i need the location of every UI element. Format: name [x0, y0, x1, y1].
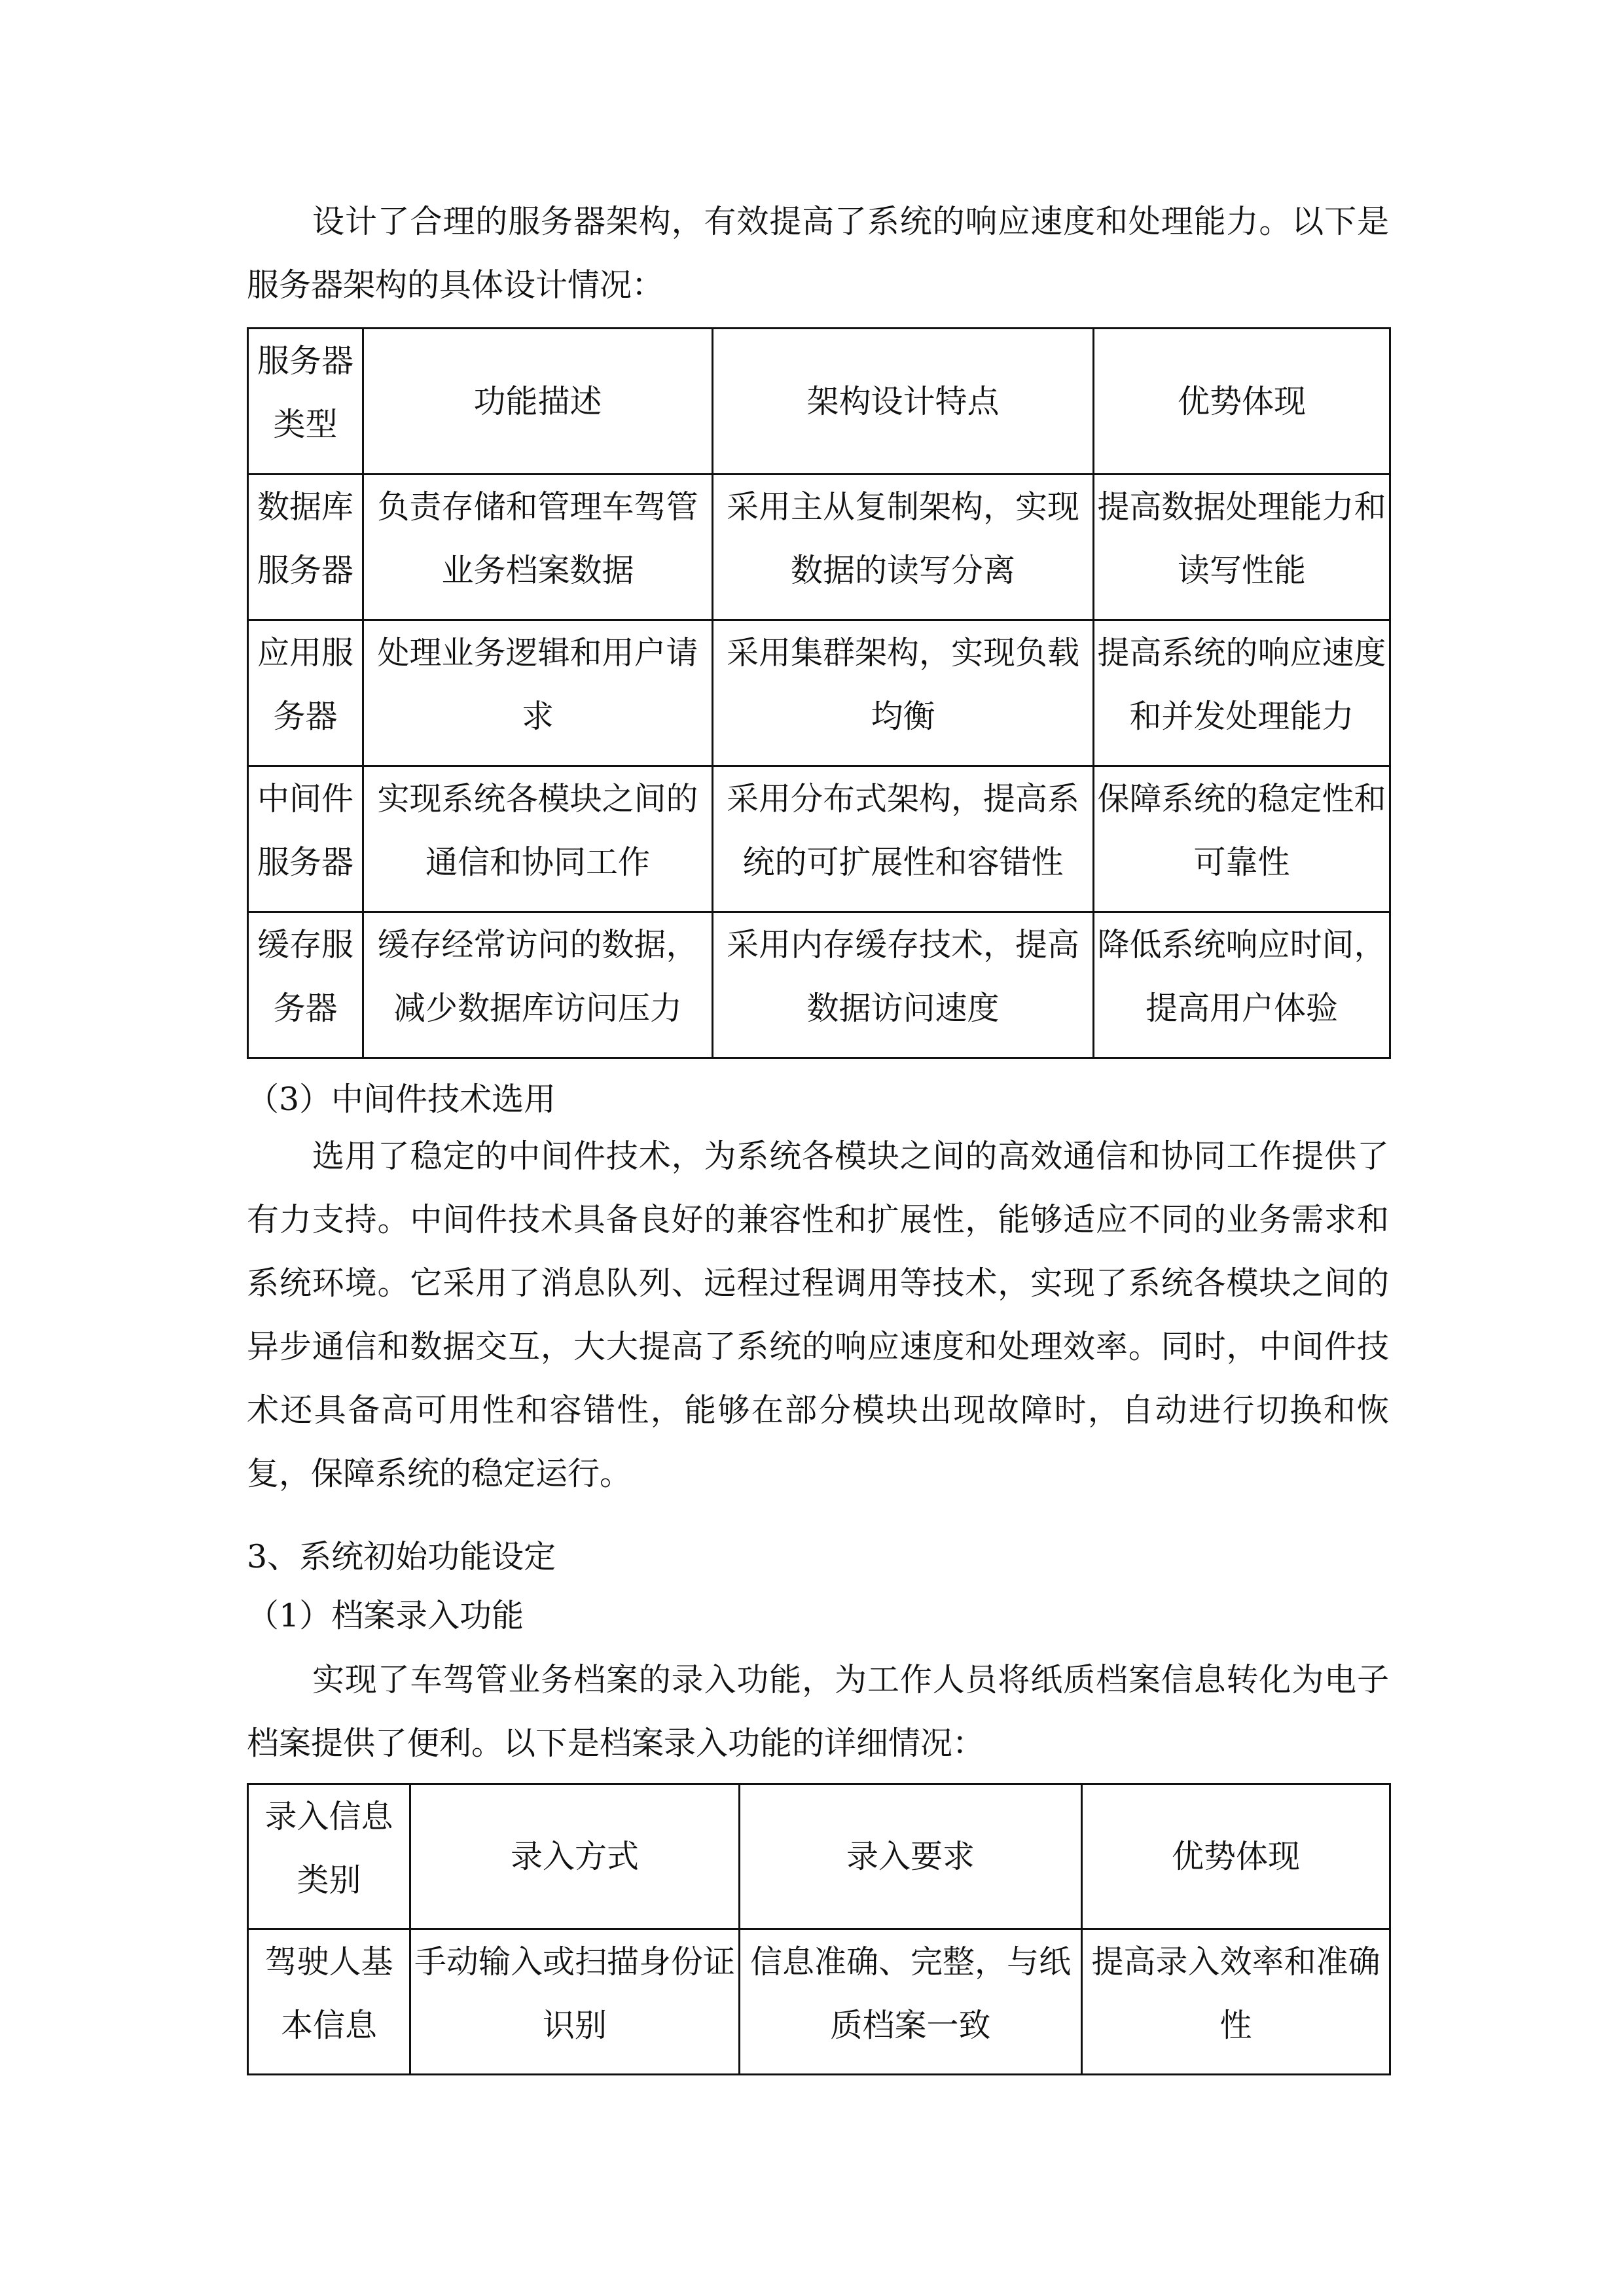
table-header-row	[248, 329, 1390, 475]
table-header-cell: 优势体现	[1094, 329, 1390, 475]
table-cell: 驾驶人基本信息	[248, 1929, 410, 2075]
server-architecture-table	[247, 327, 1391, 1059]
table-cell: 应用服务器	[248, 620, 363, 766]
table-cell: 采用内存缓存技术，提高数据访问速度	[713, 912, 1094, 1058]
table-cell: 中间件服务器	[248, 766, 363, 912]
table-header-cell: 录入要求	[740, 1784, 1082, 1929]
table-cell: 采用集群架构，实现负载均衡	[713, 620, 1094, 766]
section-heading: 3、系统初始功能设定	[247, 1538, 556, 1575]
table-cell: 数据库服务器	[248, 475, 363, 620]
subheading-archive-entry: （1）档案录入功能	[247, 1597, 524, 1634]
table-cell: 缓存服务器	[248, 912, 363, 1058]
table-row	[248, 620, 1390, 766]
table-header-row	[248, 1784, 1390, 1929]
table-cell: 手动输入或扫描身份证识别	[410, 1929, 740, 2075]
table-row	[248, 475, 1390, 620]
table-cell: 采用主从复制架构，实现数据的读写分离	[713, 475, 1094, 620]
intro-paragraph: 设计了合理的服务器架构，有效提高了系统的响应速度和处理能力。以下是服务器架构的具体设计情况：	[247, 203, 1389, 304]
table-cell: 提高录入效率和准确性	[1082, 1929, 1390, 2075]
table-row	[248, 912, 1390, 1058]
table-cell: 负责存储和管理车驾管业务档案数据	[363, 475, 713, 620]
table-row	[248, 766, 1390, 912]
table-header-cell: 优势体现	[1082, 1784, 1390, 1929]
table-cell: 信息准确、完整，与纸质档案一致	[740, 1929, 1082, 2075]
table-cell: 实现系统各模块之间的通信和协同工作	[363, 766, 713, 912]
table-cell: 保障系统的稳定性和可靠性	[1094, 766, 1390, 912]
table-header-cell: 架构设计特点	[713, 329, 1094, 475]
table-cell: 降低系统响应时间，提高用户体验	[1094, 912, 1390, 1058]
table-row	[248, 1929, 1390, 2075]
table-cell: 采用分布式架构，提高系统的可扩展性和容错性	[713, 766, 1094, 912]
table-cell: 缓存经常访问的数据，减少数据库访问压力	[363, 912, 713, 1058]
table-header-cell: 录入方式	[410, 1784, 740, 1929]
table-header-cell: 录入信息类别	[248, 1784, 410, 1929]
table-header-cell: 服务器类型	[248, 329, 363, 475]
table-cell: 处理业务逻辑和用户请求	[363, 620, 713, 766]
middleware-paragraph: 选用了稳定的中间件技术，为系统各模块之间的高效通信和协同工作提供了有力支持。中间件技术具备良好的兼容性和扩展性，能够适应不同的业务需求和系统环境。它采用了消息队列、远程过程调用等技术，实现了系统各模块之间的异步通信和数据交互，大大提高了系统的响应速度和处理效率。同时，中间件技术还具备高可用性和容错性，能够在部分模块出现故障时，自动进行切换和恢复，保障系统的稳定运行。	[247, 1138, 1389, 1492]
subheading-middleware: （3）中间件技术选用	[247, 1081, 556, 1118]
table-cell: 提高数据处理能力和读写性能	[1094, 475, 1390, 620]
table-cell: 提高系统的响应速度和并发处理能力	[1094, 620, 1390, 766]
table-header-cell: 功能描述	[363, 329, 713, 475]
archive-entry-paragraph: 实现了车驾管业务档案的录入功能，为工作人员将纸质档案信息转化为电子档案提供了便利。以下是档案录入功能的详细情况：	[247, 1661, 1389, 1762]
archive-entry-table	[247, 1783, 1391, 2075]
